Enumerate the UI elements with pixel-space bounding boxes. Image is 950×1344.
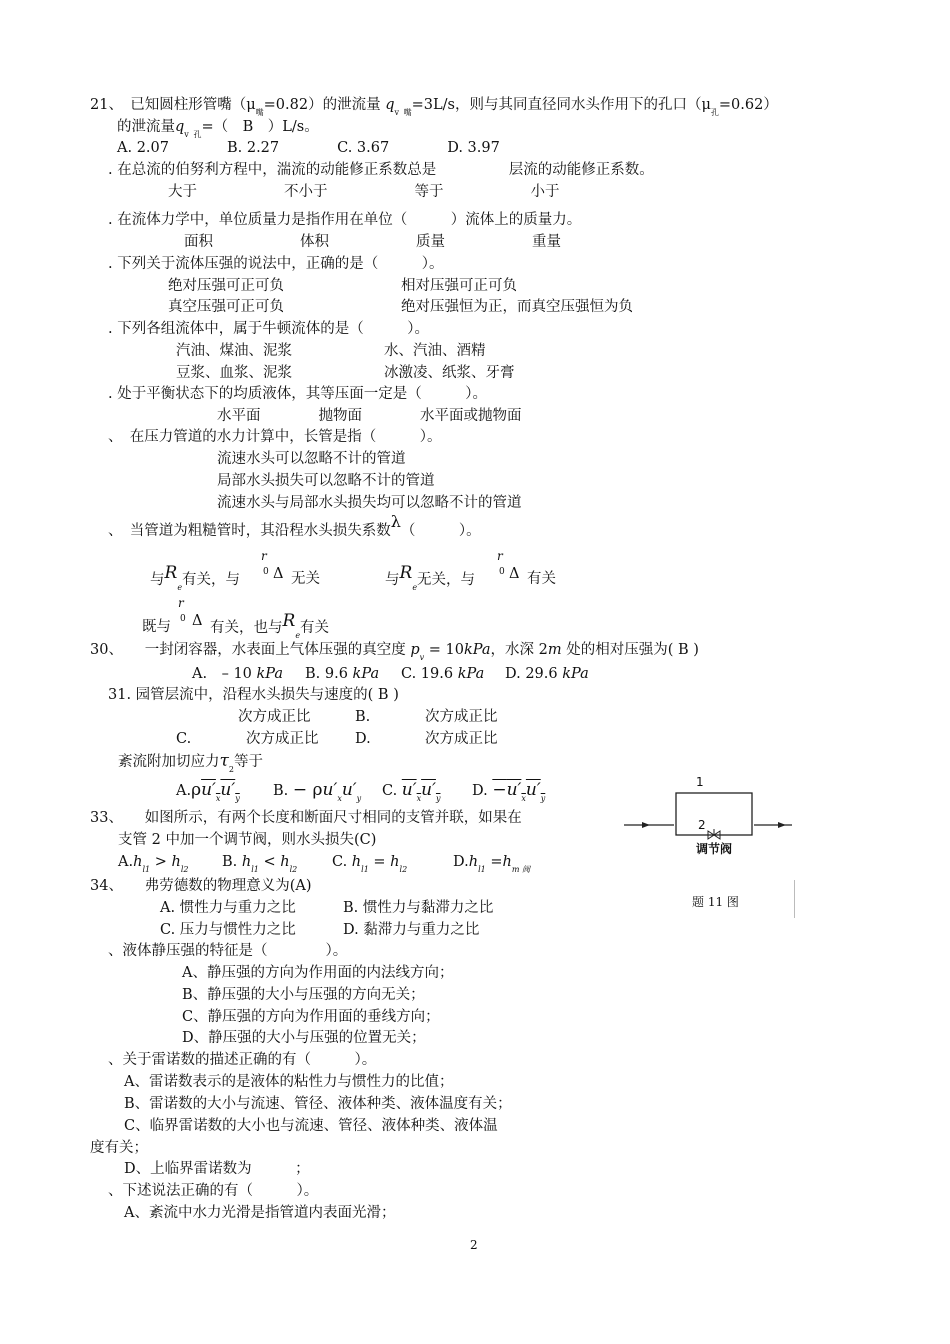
eq-sign-d: = <box>490 854 503 870</box>
sub-y-c: y <box>435 794 441 803</box>
sub-y: y <box>235 794 240 803</box>
tau-symbol: τ <box>219 751 229 771</box>
h-c2: h <box>390 854 400 870</box>
sub-l2-a: l2 <box>180 865 189 874</box>
q32-c-expr <box>401 780 441 803</box>
q30-opt-c-val: C. 19.6 <box>401 666 454 682</box>
q32-b-expr <box>322 780 362 803</box>
q-symbol: q <box>385 97 395 113</box>
q36-opt-c1: C、临界雷诺数的大小也与流速、管径、液体种类、液体温 <box>124 1118 498 1134</box>
q36-opt-b: B、雷诺数的大小与流速、管径、液体种类、液体温度有关； <box>124 1096 512 1112</box>
figure-border-line <box>794 880 795 918</box>
neg-rho: − ρ <box>292 780 323 800</box>
q31-stem: 31. 园管层流中，沿程水头损失与速度的( B ) <box>108 687 399 703</box>
q31-l1c: 次方成正比 <box>425 709 498 725</box>
u-prime-x-d: u′ <box>506 780 522 800</box>
sub-x-b: x <box>337 794 342 803</box>
q34-opt-b: B. 惯性力与黏滞力之比 <box>343 900 494 916</box>
h-b1: h <box>241 854 252 870</box>
q23-stem: . 在流体力学中，单位质量力是指作用在单位（ ）流体上的质量力。 <box>108 212 582 228</box>
q30-text-c: ，水深 2 <box>490 642 548 658</box>
q30-text-a: 30、 一封闭容器，水表面上气体压强的真空度 <box>90 642 406 658</box>
mu-symbol: μ <box>246 97 256 113</box>
sub-l2-c: l2 <box>399 865 408 874</box>
q28-stem-text: 、 当管道为粗糙管时，其沿程水头损失系数 <box>108 523 391 539</box>
q30-text-b: = 10 <box>428 642 464 658</box>
q33-d-label: D. <box>453 854 469 870</box>
q21-text-a: 21、 已知圆柱形管嘴（ <box>90 97 247 113</box>
q25-opt-c: 豆浆、血浆、泥浆 <box>176 365 292 381</box>
q26-stem: . 处于平衡状态下的均质液体，其等压面一定是（ ）。 <box>108 386 487 402</box>
h-b2: h <box>280 854 290 870</box>
q35-opt-a: A、静压强的方向为作用面的内法线方向； <box>182 965 454 981</box>
branch-2-label: 2 <box>698 818 706 832</box>
q37-opt-a: A、紊流中水力光滑是指管道内表面光滑； <box>124 1205 396 1221</box>
q31-l2a: C. <box>176 731 192 747</box>
q32-a-label: A. <box>176 783 192 799</box>
u-prime-y: u′ <box>220 780 236 800</box>
q27-opt-c: 流速水头与局部水头损失均可以忽略不计的管道 <box>217 495 522 511</box>
r-symbol-c: r <box>178 596 184 610</box>
sub-x-d: x <box>521 794 526 803</box>
q25-stem: . 下列各组流体中，属于牛顿流体的是（ ）。 <box>108 321 429 337</box>
q24-opt-b: 相对压强可正可负 <box>401 278 517 294</box>
q30-text-d: 处的相对压强为( B ) <box>561 642 699 658</box>
branch-1-label: 1 <box>696 775 704 789</box>
q28-opt-c <box>210 611 330 640</box>
q28-yu: 与 <box>150 572 165 588</box>
q35-opt-c: C、静压强的方向为作用面的垂线方向； <box>182 1009 440 1025</box>
q32-opt-b <box>273 781 361 802</box>
q32-opt-a <box>176 781 240 802</box>
q28-text-wuguan-yu: 无关，与 <box>417 572 476 588</box>
q33-opt-a <box>118 853 188 873</box>
delta-symbol-c: Δ <box>192 613 203 629</box>
q30-opt-c <box>401 665 484 683</box>
reynolds-e: e <box>177 583 183 592</box>
q32-opt-c <box>382 781 440 802</box>
h-d1: h <box>468 854 479 870</box>
q24-opt-d: 绝对压强恒为正，而真空压强恒为负 <box>401 299 633 315</box>
q27-stem: 、 在压力管道的水力计算中，长管是指（ ）。 <box>108 429 442 445</box>
q28-stem <box>108 512 481 540</box>
lt-sign: < <box>263 854 276 870</box>
reynolds-R: R <box>164 563 178 583</box>
sub-m-fa: m 阀 <box>511 865 530 874</box>
q31-l1b: B. <box>355 709 371 725</box>
kpa-unit: kPa <box>463 642 491 658</box>
q32-opt-d <box>472 781 545 802</box>
q32-a-expr <box>201 780 240 803</box>
neg-sign: − <box>492 780 507 800</box>
zero-sub-a: 0 <box>263 567 269 577</box>
q24-opt-a: 绝对压强可正可负 <box>168 278 284 294</box>
valve-label: 调节阀 <box>696 842 733 856</box>
m-unit: m <box>547 642 562 658</box>
q-subscript-kong: 孔 <box>193 130 202 139</box>
q21-text-d: =0.62） <box>718 97 778 113</box>
q27-opt-a: 流速水头可以忽略不计的管道 <box>217 451 406 467</box>
kpa-unit-b: kPa <box>352 666 380 682</box>
u-prime-y-b: u′ <box>341 780 357 800</box>
q28-wuguan-a: 无关 <box>291 571 320 587</box>
q21-text-b: =0.82）的泄流量 <box>263 97 381 113</box>
kpa-unit-c: kPa <box>457 666 485 682</box>
q33-opt-c <box>332 853 407 873</box>
q31-l1a: 次方成正比 <box>238 709 311 725</box>
q33-a-label: A. <box>118 854 134 870</box>
q-subscript-v-2: v <box>184 130 189 139</box>
q24-opt-c: 真空压强可正可负 <box>168 299 284 315</box>
q31-l2d: 次方成正比 <box>425 731 498 747</box>
q28-opt-a <box>150 563 241 592</box>
q21-line2-text: 的泄流量 <box>117 119 175 135</box>
sub-l1-a: l1 <box>142 865 151 874</box>
q31-l2c: D. <box>355 731 371 747</box>
eq-sign-c: = <box>373 854 386 870</box>
figure-caption: 题 11 图 <box>692 895 739 909</box>
h-a1: h <box>133 854 143 870</box>
q33-c-label: C. <box>332 854 348 870</box>
reynolds-e-b: e <box>412 583 418 592</box>
sub-l2-b: l2 <box>289 865 298 874</box>
q25-opt-b: 水、汽油、酒精 <box>384 343 486 359</box>
q37-stem: 、下述说法正确的有（ ）。 <box>108 1183 319 1199</box>
sub-l1-c: l1 <box>361 865 369 874</box>
u-prime-x-b: u′ <box>322 780 338 800</box>
kpa-unit-d: kPa <box>562 666 589 682</box>
q26-options: 水平面 抛物面 水平面或抛物面 <box>217 408 522 424</box>
reynolds-R-c: R <box>282 611 296 631</box>
lambda-symbol: λ <box>390 512 401 531</box>
zero-sub-c: 0 <box>180 614 186 624</box>
q22-stem: . 在总流的伯努利方程中，湍流的动能修正系数总是 层流的动能修正系数。 <box>108 162 654 178</box>
q33-stem1: 33、 如图所示，有两个长度和断面尺寸相同的支管并联，如果在 <box>90 810 522 826</box>
mu-subscript-kong: 孔 <box>710 108 719 117</box>
q32-d-label: D. <box>472 783 488 799</box>
q28-yu-b: 与 <box>385 572 400 588</box>
zero-sub-b: 0 <box>499 567 505 577</box>
q33-opt-b <box>222 853 297 873</box>
q-subscript-v: v <box>394 108 400 117</box>
q30-stem <box>90 641 699 661</box>
q30-opt-a <box>192 665 283 683</box>
q30-opt-d <box>505 665 589 683</box>
h-a2: h <box>171 854 181 870</box>
h-c1: h <box>351 854 362 870</box>
q25-opt-d: 冰激凌、纸浆、牙膏 <box>384 365 515 381</box>
delta-symbol-a: Δ <box>273 566 284 582</box>
mu-symbol-2: μ <box>701 97 711 113</box>
sub-x: x <box>215 794 221 803</box>
q28-opt-b <box>385 563 476 592</box>
gt-sign: > <box>154 854 167 870</box>
inlet-arrow-icon <box>642 822 650 828</box>
sub-x-c: x <box>416 794 422 803</box>
q23-options: 面积 体积 质量 重量 <box>184 234 561 250</box>
sub-l1-b: l1 <box>251 865 259 874</box>
rho-symbol: ρ <box>191 780 202 800</box>
delta-symbol-b: Δ <box>509 566 520 582</box>
q21-line1 <box>90 96 778 116</box>
sub-l1-d: l1 <box>478 865 486 874</box>
q36-opt-c2: 度有关； <box>90 1140 148 1156</box>
q32-stem <box>118 752 263 773</box>
q21-options: A. 2.07 B. 2.27 C. 3.67 D. 3.97 <box>117 140 500 156</box>
q32-stem-text: 紊流附加切应力 <box>118 754 220 770</box>
q32-d-expr <box>492 780 546 803</box>
q35-stem: 、液体静压强的特征是（ ）。 <box>108 943 348 959</box>
q36-opt-a: A、雷诺数表示的是液体的粘性力与惯性力的比值； <box>124 1074 454 1090</box>
p-subscript-v: v <box>419 653 425 662</box>
sub-y-d: y <box>540 794 546 803</box>
u-prime-x: u′ <box>201 780 216 800</box>
q-subscript-zui: 嘴 <box>403 108 412 117</box>
q21-answer: =（ B ）L/s。 <box>201 119 319 135</box>
q36-opt-d: D、上临界雷诺数为 ； <box>124 1161 310 1177</box>
q32-deng: 等于 <box>234 754 263 770</box>
q34-opt-a: A. 惯性力与重力之比 <box>160 900 296 916</box>
kpa-unit-a: kPa <box>256 666 284 682</box>
q35-opt-b: B、静压强的大小与压强的方向无关； <box>182 987 425 1003</box>
q-symbol-2: q <box>175 119 185 135</box>
q25-opt-a: 汽油、煤油、泥浆 <box>176 343 292 359</box>
sub-y-b: y <box>356 794 362 803</box>
q22-options: 大于 不小于 等于 小于 <box>168 184 560 200</box>
q28-youguan-c: 有关 <box>300 620 330 636</box>
mu-subscript-zui: 嘴 <box>255 108 264 117</box>
q30-opt-a-val: A. – 10 <box>192 666 252 682</box>
branch-pipes-loop <box>676 793 752 835</box>
q21-line2 <box>117 118 319 138</box>
q28-text-youguan-yu: 有关，与 <box>182 572 241 588</box>
q30-opt-b <box>305 665 379 683</box>
q28-stem-end: （ ）。 <box>400 523 481 539</box>
r-symbol-b: r <box>497 549 503 563</box>
q28-jiyu: 既与 <box>142 619 171 635</box>
u-prime-x-c: u′ <box>401 780 417 800</box>
q33-opt-d <box>453 853 530 873</box>
r-symbol-a: r <box>261 549 267 563</box>
q27-opt-b: 局部水头损失可以忽略不计的管道 <box>217 473 435 489</box>
q34-stem: 34、 弗劳德数的物理意义为(A) <box>90 878 312 894</box>
u-prime-y-d: u′ <box>525 780 541 800</box>
q32-b-label: B. <box>273 783 289 799</box>
q34-opt-d: D. 黏滞力与重力之比 <box>343 922 480 938</box>
q35-opt-d: D、静压强的大小与压强的位置无关； <box>182 1030 426 1046</box>
q33-b-label: B. <box>222 854 238 870</box>
q21-text-c: =3L/s，则与其同直径同水头作用下的孔口（ <box>411 97 702 113</box>
outlet-arrow-icon <box>778 822 786 828</box>
q30-opt-b-val: B. 9.6 <box>305 666 348 682</box>
q34-opt-c: C. 压力与惯性力之比 <box>160 922 296 938</box>
q24-stem: . 下列关于流体压强的说法中，正确的是（ ）。 <box>108 256 444 272</box>
q28-yeyu: 有关，也与 <box>210 620 283 636</box>
q30-opt-d-val: D. 29.6 <box>505 666 558 682</box>
q31-l2b: 次方成正比 <box>246 731 319 747</box>
q32-c-label: C. <box>382 783 398 799</box>
reynolds-R-b: R <box>399 563 413 583</box>
page-number: 2 <box>470 1238 478 1252</box>
q36-stem: 、关于雷诺数的描述正确的有（ ）。 <box>108 1052 377 1068</box>
h-d2: h <box>502 854 512 870</box>
p-symbol: p <box>410 642 420 658</box>
u-prime-y-c: u′ <box>421 780 436 800</box>
valve-icon <box>708 829 720 839</box>
q33-stem2: 支管 2 中加一个调节阀，则水头损失(C) <box>118 832 377 848</box>
q28-youguan-b: 有关 <box>527 571 556 587</box>
reynolds-e-c: e <box>295 631 301 640</box>
tau-subscript: 2 <box>228 765 234 774</box>
